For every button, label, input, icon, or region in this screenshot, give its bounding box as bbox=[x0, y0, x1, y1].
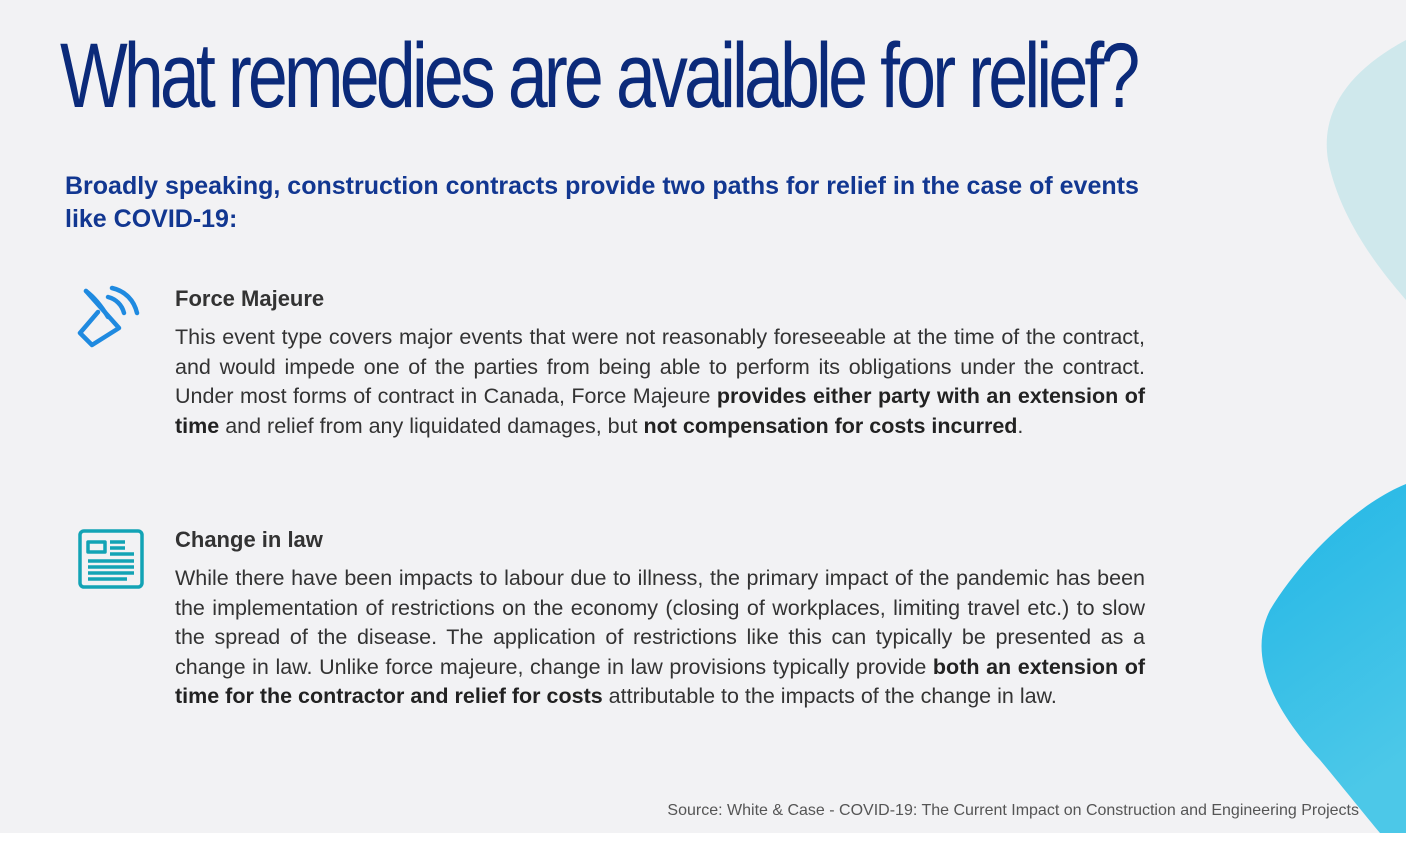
text-segment: attributable to the impacts of the change in law. bbox=[602, 684, 1057, 708]
decorative-shape-bottom bbox=[1262, 484, 1406, 833]
section-heading-change-in-law: Change in law bbox=[175, 527, 323, 552]
section-text-force-majeure bbox=[175, 323, 1145, 441]
source-citation: Source: White & Case - COVID-19: The Current Impact on Construction and Engineering Projects bbox=[667, 802, 1359, 819]
text-segment: and relief from any liquidated damages, but bbox=[219, 413, 644, 438]
text-segment: . bbox=[1017, 413, 1024, 438]
text-emphasis: provides either party with an extension of time bbox=[175, 384, 1145, 438]
text-segment: While there have been impacts to labour due to illness, the primary impact of the pandemic has been the implementation of restrictions on the economy (closing of workplaces, limiting travel etc.) to slow the spread of the disease. The application of restrictions like this can typically be presented as a change in law. Unlike force majeure, change in law provisions typically provide bbox=[175, 566, 1145, 679]
slide-title: What remedies are available for relief? bbox=[60, 25, 1137, 127]
megaphone-icon bbox=[72, 283, 147, 358]
section-heading-force-majeure: Force Majeure bbox=[175, 286, 325, 311]
text-emphasis: both an extension of time for the contractor and relief for costs bbox=[175, 654, 1145, 708]
text-segment: This event type covers major events that were not reasonably foreseeable at the time of the contract, and would impede one of the parties from being able to perform its obligations under the contract. Under most forms of contract in Canada, Force Majeure bbox=[175, 325, 1145, 408]
section-text-change-in-law bbox=[175, 564, 1145, 712]
text-emphasis: not compensation for costs incurred bbox=[643, 413, 1018, 438]
newspaper-icon bbox=[77, 528, 145, 590]
intro-text: Broadly speaking, construction contracts provide two paths for relief in the case of events like COVID-19: bbox=[65, 172, 1139, 233]
decorative-shape-top bbox=[1327, 40, 1406, 300]
